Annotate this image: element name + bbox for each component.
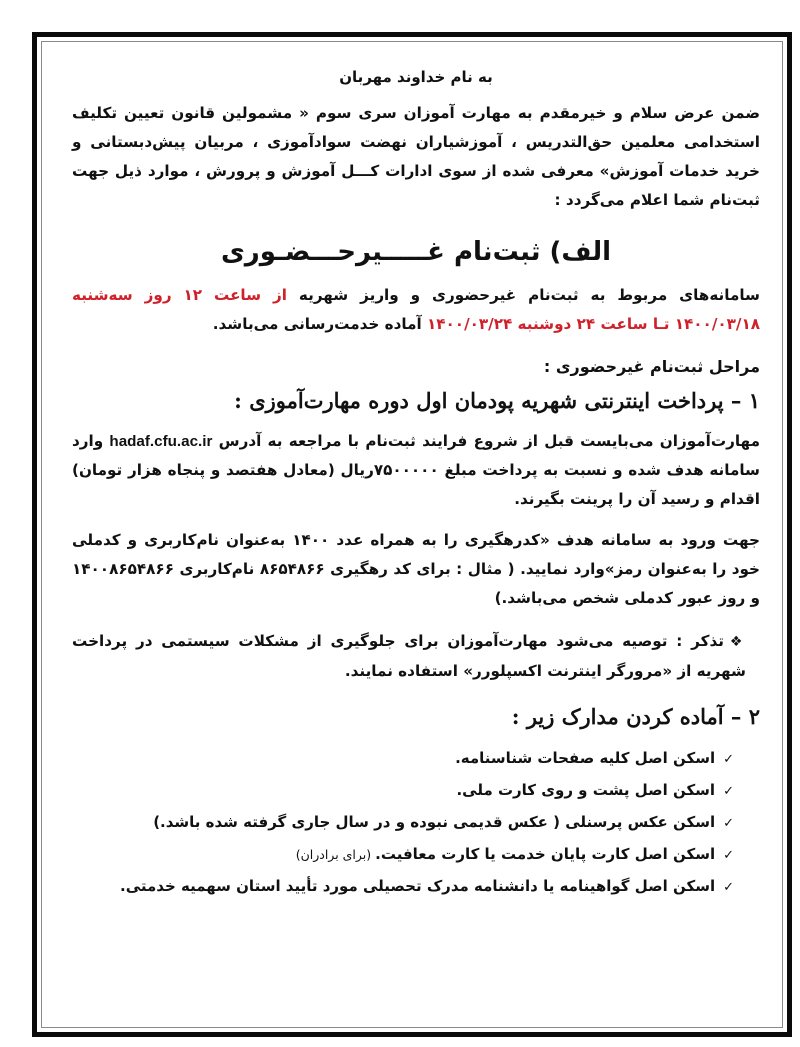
checklist-item-text: اسکن اصل کلیه صفحات شناسنامه.: [455, 749, 716, 767]
steps-heading: مراحل ثبت‌نام غیرحضوری :: [543, 357, 760, 376]
checklist-item: [72, 807, 760, 839]
schedule-suffix: آماده خدمت‌رسانی می‌باشد.: [212, 315, 427, 333]
schedule-dates: از ساعت ۱۲ روز سه‌شنبه ۱۴۰۰/۰۳/۱۸ تـا ساعت ۲۴ دوشنبه ۱۴۰۰/۰۳/۲۴: [72, 286, 760, 333]
step1-title: ۱ – پرداخت اینترنتی شهریه پودمان اول دوره مهارت‌آموزی :: [234, 388, 760, 413]
check-icon: ✓: [723, 816, 734, 831]
checklist-item: [72, 743, 760, 775]
checklist-item-text: اسکن اصل گواهینامه یا دانشنامه مدرک تحصیلی مورد تأیید استان سهمیه خدمتی.: [120, 877, 716, 895]
document-body: [72, 68, 760, 903]
schedule-paragraph: [72, 281, 760, 339]
step1-paragraph-1: [72, 427, 760, 514]
intro-paragraph: ضمن عرض سلام و خیرمقدم به مهارت آموزان سری سوم « مشمولین قانون تعیین تکلیف استخدامی معلمین حق‌التدریس ، آموزشیاران نهضت سوادآموزی ، مربیان پیش‌دبستانی و خرید خدمات آموزش» معرفی شده از سوی ادارات کـــل آموزش و پرورش ، موارد ذیل جهت ثبت‌نام شما اعلام می‌گردد :: [72, 104, 760, 209]
checklist-item: [72, 871, 760, 903]
check-icon: ✓: [723, 784, 734, 799]
step2-title: ۲ – آماده کردن مدارک زیر :: [511, 704, 760, 729]
checklist-item-text: اسکن عکس پرسنلی ( عکس قدیمی نبوده و در سال جاری گرفته شده باشد.): [153, 813, 716, 831]
check-icon: ✓: [723, 848, 734, 863]
checklist-item: [72, 775, 760, 807]
diamond-bullet-icon: ❖: [729, 634, 746, 650]
checklist-item: [72, 839, 760, 871]
checklist-item-note: (برای برادران): [295, 847, 376, 862]
basmala-heading: به نام خداوند مهربان: [339, 68, 493, 86]
checklist-item-text: اسکن اصل پشت و روی کارت ملی.: [456, 781, 716, 799]
check-icon: ✓: [723, 880, 734, 895]
checklist-item-text: اسکن اصل کارت پایان خدمت یا کارت معافیت.: [375, 845, 716, 863]
hadaf-url-link[interactable]: hadaf.cfu.ac.ir: [109, 433, 213, 450]
documents-checklist: [72, 743, 760, 903]
note-paragraph: [72, 627, 760, 686]
schedule-prefix: سامانه‌های مربوط به ثبت‌نام غیرحضوری و واریز شهریه: [286, 286, 760, 304]
check-icon: ✓: [723, 752, 734, 767]
step1-para1-start: مهارت‌آموزان می‌بایست قبل از شروع فرایند ثبت‌نام با مراجعه به آدرس: [212, 432, 760, 450]
note-text: توصیه می‌شود مهارت‌آموزان برای جلوگیری از مشکلات سیستمی در پرداخت شهریه از «مرورگر اینترنت اکسپلورر» استفاده نمایند.: [72, 632, 746, 680]
step1-paragraph-2: جهت ورود به سامانه هدف «کدرهگیری را به همراه عدد ۱۴۰۰ به‌عنوان نام‌کاربری و کدملی خود را به‌عنوان رمز»وارد نمایید. ( مثال : برای کد رهگیری ۸۶۵۴۸۶۶ نام‌کاربری ۱۴۰۰۸۶۵۴۸۶۶ و روز عبور کدملی شخص می‌باشد.): [72, 531, 760, 607]
section-a-title: الف) ثبت‌نام غـــــیر‌حـــضـوری: [220, 237, 612, 267]
note-label: تذکر :: [676, 632, 724, 650]
step1-para1-end: وارد سامانه هدف شده و نسبت به پرداخت مبلغ ۷۵۰۰۰۰۰ریال (معادل هفتصد و پنجاه هزار تومان) اقدام و رسید آن را پرینت بگیرند.: [72, 432, 760, 508]
